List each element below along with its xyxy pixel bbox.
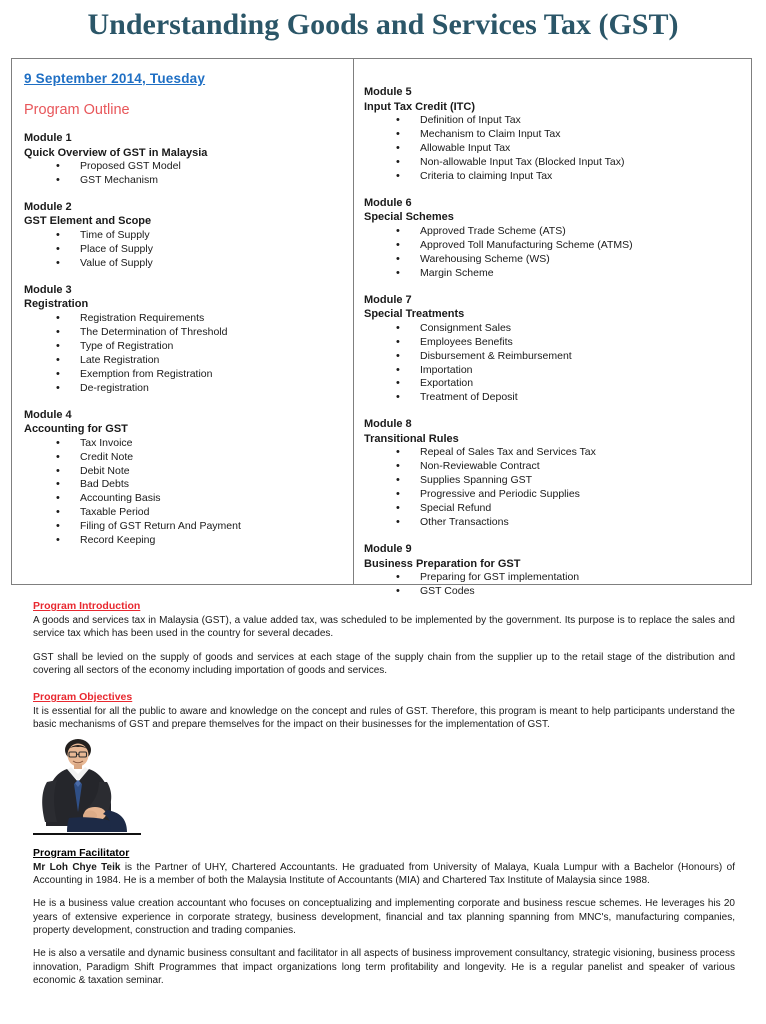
module-list-left (24, 131, 345, 548)
program-objectives-section (33, 687, 735, 732)
module-topic-item: • Registration Requirements (24, 312, 345, 326)
module-block (364, 417, 743, 530)
module-topic-item: • Filing of GST Return And Payment (24, 520, 345, 534)
module-topic-item: • Value of Supply (24, 257, 345, 271)
facilitator-paragraph-3: He is also a versatile and dynamic business consultant and facilitator in all aspects of business improvement consultancy, strategic visioning, business process innovation, Paradigm Shift Programmes that impact organizations long term profitability and longevity. He is a regular panelist and speaker of various economic & taxation seminar. (33, 948, 735, 986)
module-block (24, 131, 345, 188)
module-topic-item: • Late Registration (24, 354, 345, 368)
module-topic-list (364, 322, 743, 406)
program-outline-box (11, 58, 752, 598)
module-topic-item: • Place of Supply (24, 243, 345, 257)
photo-underline-rule (33, 833, 141, 835)
module-number: Module 3 (24, 283, 72, 296)
module-topic-item: • Progressive and Periodic Supplies (364, 488, 743, 502)
module-name: GST Element and Scope (24, 215, 152, 228)
page-title: Understanding Goods and Services Tax (GST) (87, 8, 679, 41)
facilitator-paragraph-2: He is a business value creation accountant who focuses on conceptualizing and implementing corporate and business rescue schemes. He leverages his 20 years of extensive experience in corporate strategy, business development, financial and tax planning spanning from MNC's, manufacturing companies, property development, construction and trading companies. (33, 898, 735, 936)
module-topic-item: • The Determination of Threshold (24, 326, 345, 340)
program-outline-heading: Program Outline (24, 102, 130, 118)
outline-column-left (12, 59, 354, 584)
module-name: Accounting for GST (24, 423, 128, 436)
module-topic-item: • Margin Scheme (364, 267, 743, 281)
module-topic-list (24, 229, 345, 271)
facilitator-intro-rest: is the Partner of UHY, Chartered Accountants. He graduated from University of Malaya, Kuala Lumpur with a Bachelor (Honours) of Accounting in 1984. He is a member of both the Malaysia Institute of Accountants (MIA) and Chartered Tax Institute of Malaysia since 1988. (33, 861, 735, 887)
module-topic-item: • De-registration (24, 382, 345, 396)
module-topic-item: • Warehousing Scheme (WS) (364, 253, 743, 267)
program-facilitator-section (33, 843, 735, 987)
module-topic-list (364, 114, 743, 184)
module-topic-item: • GST Codes (364, 585, 743, 599)
module-topic-list (24, 312, 345, 396)
module-block (364, 85, 743, 184)
module-block (364, 542, 743, 599)
module-topic-item: • Disbursement & Reimbursement (364, 350, 743, 364)
facilitator-portrait-image (33, 738, 141, 832)
module-topic-item: • Importation (364, 364, 743, 378)
program-introduction-section (33, 596, 735, 677)
module-topic-list (24, 437, 345, 549)
module-topic-item: • Approved Toll Manufacturing Scheme (ATMS) (364, 239, 743, 253)
module-list-right (364, 85, 743, 599)
module-topic-item: • GST Mechanism (24, 174, 345, 188)
module-topic-list (364, 225, 743, 281)
module-topic-item: • Taxable Period (24, 506, 345, 520)
module-topic-item: • Non-Reviewable Contract (364, 460, 743, 474)
module-block (24, 200, 345, 271)
module-topic-item: • Credit Note (24, 451, 345, 465)
objectives-paragraph-1: It is essential for all the public to aware and knowledge on the concept and rules of GST. Therefore, this program is meant to help participants understand the basic mechanisms of GST and prepare themselves for the impact on their businesses for the implementation of GST. (33, 706, 735, 731)
module-topic-item: • Exemption from Registration (24, 368, 345, 382)
program-objectives-heading: Program Objectives (33, 691, 133, 704)
module-name: Special Treatments (364, 308, 465, 321)
module-number: Module 9 (364, 543, 412, 556)
module-topic-item: • Treatment of Deposit (364, 391, 743, 405)
module-name: Registration (24, 298, 89, 311)
outline-column-right (354, 59, 751, 598)
facilitator-photo-wrap (33, 738, 145, 835)
introduction-paragraph-1: A goods and services tax in Malaysia (GST), a value added tax, was scheduled to be implemented by the government. Its purpose is to replace the sales and service tax which has been used in the country for several decades. (33, 615, 735, 640)
module-block (24, 408, 345, 549)
facilitator-intro-paragraph (33, 861, 735, 888)
module-topic-list (24, 160, 345, 188)
module-topic-item: • Non-allowable Input Tax (Blocked Input Tax) (364, 156, 743, 170)
module-topic-list (364, 446, 743, 530)
module-block (364, 196, 743, 281)
module-topic-item: • Employees Benefits (364, 336, 743, 350)
module-block (364, 293, 743, 406)
module-topic-item: • Approved Trade Scheme (ATS) (364, 225, 743, 239)
module-topic-item: • Criteria to claiming Input Tax (364, 170, 743, 184)
program-facilitator-heading: Program Facilitator (33, 846, 130, 859)
module-topic-item: • Definition of Input Tax (364, 114, 743, 128)
module-name: Quick Overview of GST in Malaysia (24, 146, 208, 159)
module-number: Module 5 (364, 86, 412, 98)
module-topic-item: • Mechanism to Claim Input Tax (364, 128, 743, 142)
module-topic-item: • Tax Invoice (24, 437, 345, 451)
facilitator-name: Mr Loh Chye Teik (33, 861, 121, 873)
module-topic-item: • Debit Note (24, 465, 345, 479)
module-topic-item: • Accounting Basis (24, 492, 345, 506)
module-topic-item: • Consignment Sales (364, 322, 743, 336)
introduction-paragraph-2: GST shall be levied on the supply of goods and services at each stage of the supply chain from the supplier up to the retail stage of the distribution and covering all sectors of the economy including importation of goods and services. (33, 651, 735, 676)
module-number: Module 7 (364, 293, 412, 306)
module-number: Module 8 (364, 418, 412, 431)
module-name: Transitional Rules (364, 432, 459, 445)
module-topic-item: • Repeal of Sales Tax and Services Tax (364, 446, 743, 460)
module-topic-list (364, 571, 743, 599)
module-topic-item: • Type of Registration (24, 340, 345, 354)
module-topic-item: • Supplies Spanning GST (364, 474, 743, 488)
module-number: Module 2 (24, 200, 72, 213)
module-topic-item: • Preparing for GST implementation (364, 571, 743, 585)
event-date: 9 September 2014, Tuesday (24, 71, 206, 86)
document-body (33, 596, 735, 997)
module-name: Input Tax Credit (ITC) (364, 100, 476, 113)
module-number: Module 1 (24, 132, 72, 144)
module-number: Module 4 (24, 408, 72, 421)
module-topic-item: • Exportation (364, 377, 743, 391)
module-topic-item: • Bad Debts (24, 478, 345, 492)
module-topic-item: • Proposed GST Model (24, 160, 345, 174)
module-name: Business Preparation for GST (364, 557, 521, 570)
module-topic-item: • Record Keeping (24, 534, 345, 548)
program-introduction-heading: Program Introduction (33, 600, 141, 612)
module-topic-item: • Other Transactions (364, 516, 743, 530)
module-number: Module 6 (364, 196, 412, 209)
module-block (24, 283, 345, 396)
module-topic-item: • Allowable Input Tax (364, 142, 743, 156)
module-topic-item: • Time of Supply (24, 229, 345, 243)
module-name: Special Schemes (364, 211, 454, 224)
module-topic-item: • Special Refund (364, 502, 743, 516)
